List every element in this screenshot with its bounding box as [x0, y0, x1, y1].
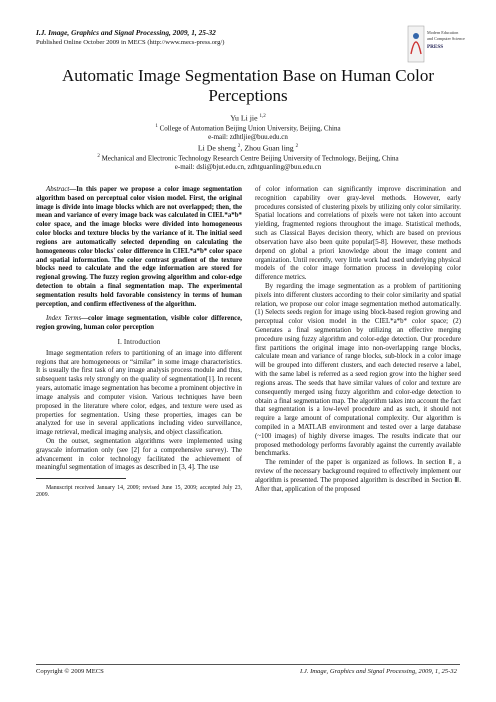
logo-line-2: and Computer Science	[427, 36, 465, 41]
logo-line-3: PRESS	[427, 44, 444, 50]
footer-rule	[36, 664, 460, 665]
abstract: Abstract—In this paper we propose a color image segmentation algorithm based on perceptual color vision model. First, the original image is divide into image blocks which are not overlapped; then, the mean and variance of every image back was calculated in CIEL*a*b* color space, and the image blocks were divided into homogeneous color blocks and texture blocks by the variance of it. The initial seed regions are automatically selected depending on calculating the homogeneous color blocks' color difference in CIEL*a*b* color space and spatial information. The color contrast gradient of the texture blocks need to calculate and the edge information are stored for regional growing. The fuzzy region growing algorithm and color-edge detection to obtain a final segmentation map. The experimental segmentation results hold favorable consistency in terms of human perception, and confirm effectiveness of the algorithm.	[36, 186, 242, 308]
mecs-logo-icon	[408, 24, 465, 64]
journal-header: I.J. Image, Graphics and Signal Processing, 2009, 1, 25-32	[36, 28, 216, 37]
section-heading: I. Introduction	[117, 339, 161, 346]
author-email: e-mail: zdhtljie@buu.edu.cn	[208, 133, 288, 142]
footnote: Manuscript received January 14, 2009; revised June 15, 2009; accepted July 23, 2009.	[36, 485, 242, 499]
paragraph: By regarding the image segmentation as a problem of partitioning pixels into different clusters according to their color similarity and spatial relation, we propose our color image segmentation method automatically. (1) Selects seeds region for image using block-based region growing and perceptual color vision model in the CIEL*a*b* color space; (2) Generates a final segmentation by utilizing an effective merging procedure using fuzzy algorithm and color-edge detection. Our procedure first partitions the original image into non-overlapping range blocks, calculate mean and variance of range blocks, sub-block in a color image will be grouped into different clusters, and each detected reserve a label, with the same label is referred as a seed region grow into the higher seed regions areas. The seeds that have similar values of color and texture are consequently merged using fuzzy algorithm and color-edge detection to obtain a final segmentation map. The algorithm takes into account the fact that segmentation is a low-level procedure and as such, it should not require a large amount of computational complexity. Our algorithm is compiled in a MATLAB environment and tested over a large database (~100 images) of highly diverse images. The results indicate that our proposed methodology performs favorably against the currently available benchmarks.	[255, 282, 461, 458]
published-online-line: Published Online October 2009 in MECS (http://www.mecs-press.org/)	[36, 39, 225, 46]
author-block-1: Yu Li jie $^{1,2}$ $^1$ College of Automation Beijing Union University, Beijing, China e-mail: zdhtljie@buu.edu.cn	[60, 113, 436, 142]
publisher-logo	[408, 24, 465, 64]
author-name: Li De sheng	[197, 143, 236, 153]
author-name: Yu Li jie	[230, 113, 258, 123]
author-sup: 1,2	[259, 114, 266, 119]
paragraph: The reminder of the paper is organized as follows. In section Ⅱ, a review of the necessary background required to effectively implement our algorithm is presented. The proposed algorithm is described in Section Ⅲ. After that, application of the proposed	[255, 459, 461, 493]
index-terms: Index Terms—color image segmentation, visible color difference, region growing, human color perception	[36, 315, 242, 332]
footnote-rule	[36, 478, 126, 479]
logo-line-1: Modern Education	[427, 30, 459, 35]
footer-journal: I.J. Image, Graphics and Signal Processing, 2009, 1, 25-32	[300, 668, 457, 675]
left-column	[36, 186, 242, 499]
author-block-2: Li De sheng $^2$, Zhou Guan ling $^2$ $^2$ Mechanical and Electronic Technology Research Centre Beijing University of Technology, Beijing, China e-mail: dsli@bjut.edu.cn, zdhtguanling@buu.edu.cn	[60, 143, 436, 172]
affiliation: Mechanical and Electronic Technology Research Centre Beijing University of Technology, Beijing, China	[101, 154, 399, 163]
right-column	[255, 186, 461, 494]
author-email: e-mail: dsli@bjut.edu.cn, zdhtguanling@buu.edu.cn	[174, 163, 322, 172]
paragraph: On the outset, segmentation algorithms were implemented using grayscale information only (see [2] for a comprehensive survey). The advancement in color technology facilitated the achievement of meaningful segmentation of images as described in [3, 4]. The use	[36, 437, 242, 472]
paper-title: Automatic Image Segmentation Base on Human Color Perceptions	[61, 66, 435, 105]
author-name: Zhou Guan ling	[244, 143, 294, 153]
affiliation: College of Automation Beijing Union University, Beijing, China	[159, 124, 341, 133]
paragraph: of color information can significantly improve discrimination and recognition capability over gray-level methods. However, early procedures consisted of clustering pixels by utilizing only color similarity. Spatial locations and correlations of pixels were not taken into account yielding, fragmented regions throughout the image. Statistical methods, such as Classical Bayes decision theory, which are based on previous observation have also been quite popular[5-8]. However, these methods depend on global a priori knowledge about the image content and organization. Until recently, very little work had used underlying physical models of the color image formation process in developing color difference metrics.	[255, 186, 461, 282]
footer-copyright: Copyright © 2009 MECS	[36, 668, 104, 675]
paragraph: Image segmentation refers to partitioning of an image into different regions that are homogeneous or “similar” in some image characteristics. It is usually the first task of any image analysis process module and thus, subsequent tasks rely strongly on the quality of segmentation[1]. In recent years, automatic image segmentation has become a prominent objective in image analysis and computer vision. Various techniques have been proposed in the literature where color, edges, and texture were used as properties for segmentation. Using these properties, images can be analyzed for use in several applications including video surveillance, image retrieval, medical imaging analysis, and object classification.	[36, 349, 242, 437]
